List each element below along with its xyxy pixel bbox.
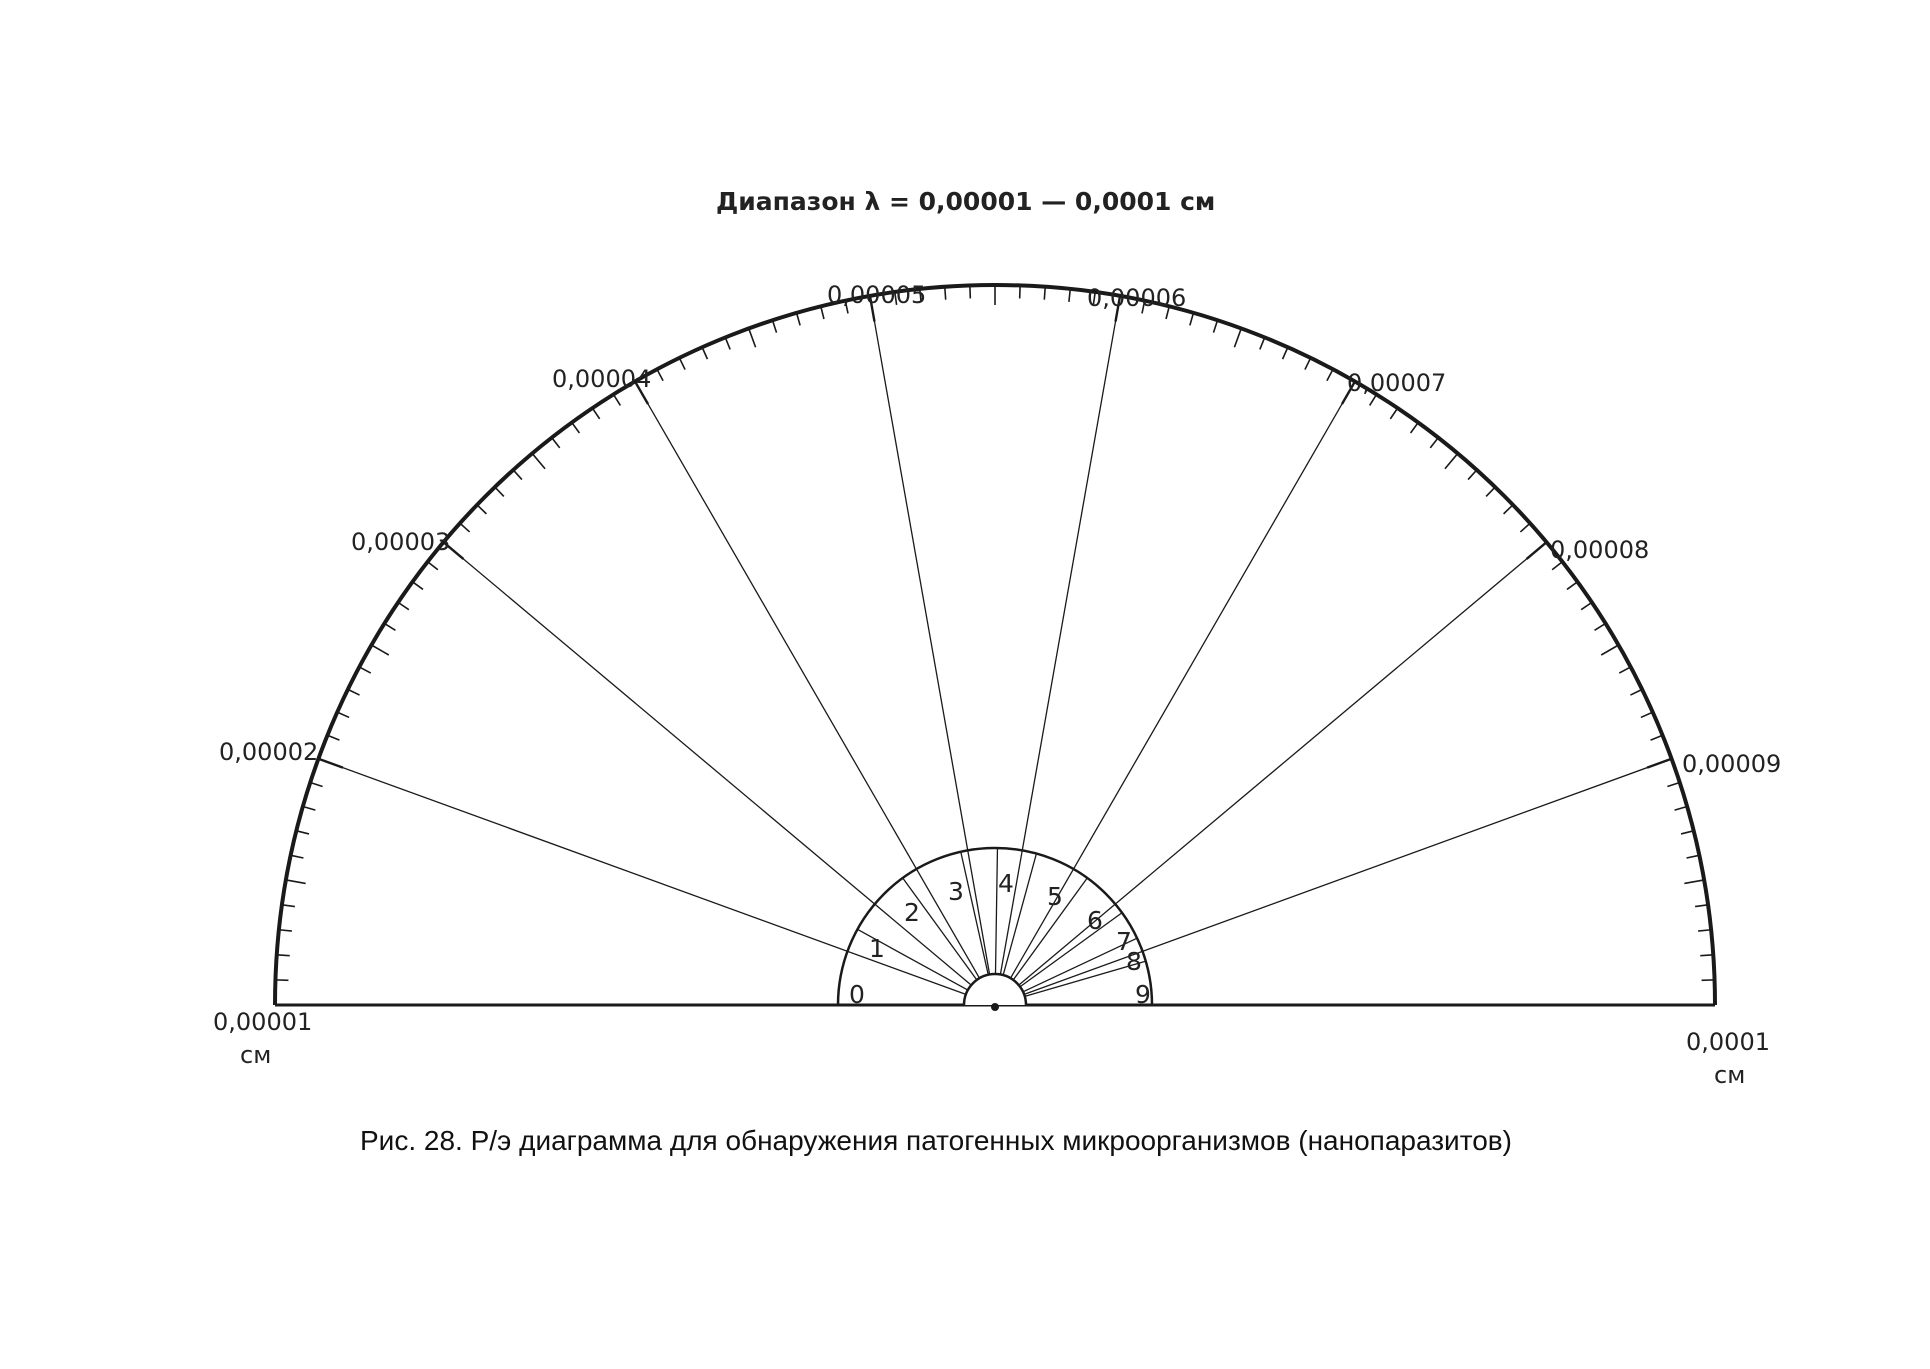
- scale-spoke: [870, 296, 990, 975]
- scale-spoke: [1024, 759, 1671, 995]
- scale-tick: [277, 955, 290, 956]
- scale-tick: [279, 930, 292, 931]
- scale-tick: [1190, 313, 1194, 325]
- scale-tick: [1581, 602, 1592, 609]
- scale-tick: [303, 807, 315, 811]
- scale-tick: [371, 645, 388, 655]
- scale-label-max: 0,0001: [1686, 1028, 1770, 1056]
- scale-tick: [359, 667, 370, 673]
- scale-tick: [1687, 855, 1700, 858]
- scale-tick: [773, 320, 777, 332]
- scale-label-0-00007: 0,00007: [1347, 369, 1446, 397]
- outer-arc: [275, 285, 1715, 1005]
- scale-tick: [592, 408, 599, 419]
- scale-label-0-00006: 0,00006: [1087, 284, 1186, 312]
- scale-tick: [657, 369, 663, 380]
- sector-label-1: 1: [869, 934, 885, 963]
- scale-label-0-00009: 0,00009: [1682, 750, 1781, 778]
- scale-tick: [725, 337, 730, 349]
- scale-spoke: [635, 381, 980, 978]
- scale-label-min: 0,00001: [213, 1008, 312, 1036]
- sector-label-8: 8: [1126, 947, 1142, 976]
- scale-tick: [348, 689, 360, 695]
- scale-tick: [552, 438, 560, 448]
- scale-label-0-00002: 0,00002: [219, 738, 318, 766]
- scale-tick: [286, 880, 306, 883]
- scale-tick: [1445, 453, 1458, 468]
- scale-tick: [1069, 289, 1070, 302]
- scale-spoke: [443, 542, 971, 985]
- scale-tick: [282, 905, 295, 907]
- scale-label-0-00004: 0,00004: [552, 365, 651, 393]
- scale-tick: [337, 712, 349, 717]
- scale-tick: [310, 783, 322, 787]
- scale-spoke: [1000, 296, 1120, 975]
- scale-tick: [679, 358, 685, 370]
- scale-tick: [1681, 831, 1694, 834]
- scale-tick: [797, 313, 801, 325]
- sector-divider: [903, 878, 977, 980]
- scale-tick: [384, 623, 395, 630]
- scale-tick: [460, 523, 470, 532]
- sector-divider: [961, 852, 988, 975]
- figure-caption: Рис. 28. Р/э диаграмма для обнаружения патогенных микроорганизмов (нанопаразитов): [360, 1125, 1512, 1156]
- scale-tick: [477, 505, 486, 514]
- scale-tick: [1504, 505, 1513, 514]
- scale-tick: [1234, 328, 1241, 347]
- scale-unit-min: см: [240, 1041, 271, 1069]
- scale-unit-max: см: [1714, 1061, 1745, 1089]
- scale-tick: [1630, 689, 1642, 695]
- scale-tick: [1641, 712, 1653, 717]
- scale-tick: [291, 855, 304, 858]
- sector-label-4: 4: [998, 869, 1014, 898]
- sector-label-2: 2: [904, 898, 920, 927]
- sector-divider: [995, 848, 997, 974]
- scale-tick: [1675, 807, 1687, 811]
- scale-tick: [1567, 582, 1578, 590]
- scale-tick: [1695, 905, 1708, 907]
- scale-tick: [1044, 287, 1045, 300]
- scale-tick: [327, 735, 339, 740]
- scale-tick: [1305, 358, 1311, 370]
- scale-tick: [1700, 955, 1713, 956]
- scale-tick: [613, 394, 620, 405]
- scale-tick: [1595, 623, 1606, 630]
- scale-tick: [1430, 438, 1438, 448]
- scale-tick: [1601, 645, 1618, 655]
- sector-label-5: 5: [1047, 882, 1063, 911]
- scale-tick: [495, 487, 504, 496]
- scale-tick: [821, 306, 824, 319]
- scale-tick: [1684, 880, 1704, 883]
- scale-label-0-00005: 0,00005: [827, 281, 926, 309]
- scale-tick: [1390, 408, 1397, 419]
- scale-tick: [945, 287, 946, 300]
- sector-label-9: 9: [1135, 980, 1151, 1009]
- scale-tick: [749, 328, 756, 347]
- scale-label-0-00008: 0,00008: [1550, 536, 1649, 564]
- scale-tick: [296, 831, 309, 834]
- scale-tick: [1260, 337, 1265, 349]
- scale-spokes: [318, 296, 1671, 994]
- scale-tick: [1468, 470, 1477, 480]
- scale-tick: [413, 582, 424, 590]
- scale-tick: [1486, 487, 1495, 496]
- scale-tick: [1651, 735, 1663, 740]
- scale-tick: [1698, 930, 1711, 931]
- scale-tick: [513, 470, 522, 480]
- center-dot: [991, 1003, 999, 1011]
- scale-tick: [1213, 320, 1217, 332]
- scale-tick: [1667, 783, 1679, 787]
- sector-label-6: 6: [1087, 906, 1103, 935]
- diagram-title: Диапазон λ = 0,00001 — 0,0001 см: [716, 187, 1215, 216]
- sector-label-3: 3: [948, 877, 964, 906]
- sector-label-0: 0: [849, 980, 865, 1009]
- scale-tick: [702, 347, 707, 359]
- scale-tick: [1327, 369, 1333, 380]
- scale-label-0-00003: 0,00003: [351, 528, 450, 556]
- scale-tick: [1411, 423, 1419, 434]
- scale-tick: [1283, 347, 1288, 359]
- scale-tick: [572, 423, 580, 434]
- scale-tick: [532, 453, 545, 468]
- scale-tick: [1619, 667, 1630, 673]
- sector-label-7: 7: [1116, 927, 1132, 956]
- scale-tick: [1520, 523, 1530, 532]
- hub-arc: [964, 974, 1026, 1005]
- scale-ticks: [275, 285, 1714, 980]
- scale-tick: [428, 562, 438, 570]
- scale-tick: [398, 602, 409, 609]
